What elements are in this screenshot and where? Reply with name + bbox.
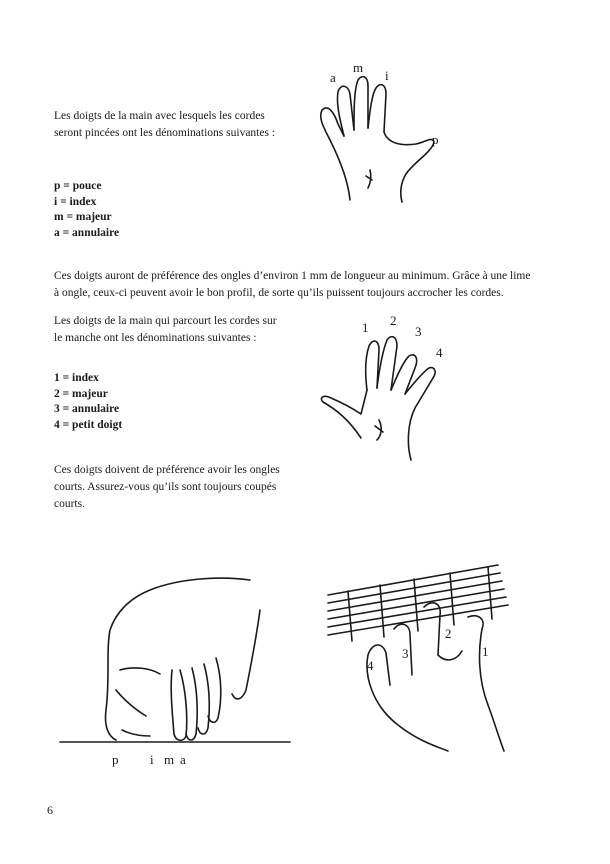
list-item: 4 = petit doigt xyxy=(54,418,123,431)
paragraph-line: courts. xyxy=(54,498,85,510)
left-hand-intro xyxy=(54,313,277,347)
picking-hand-illustration xyxy=(60,570,300,750)
list-item: 2 = majeur xyxy=(54,387,108,400)
paragraph-line: Ces doigts auront de préférence des ongles d’environ 1 mm de longueur au minimum. Grâce à une lime xyxy=(54,270,531,282)
short-nails-paragraph xyxy=(54,462,280,513)
right-hand-finger-list xyxy=(54,179,119,241)
hand-label-p: p xyxy=(432,132,439,147)
list-item: p = pouce xyxy=(54,180,102,192)
picking-label-a: a xyxy=(180,752,186,767)
nails-paragraph xyxy=(54,268,530,302)
paragraph-line: Ces doigts doivent de préférence avoir les ongles xyxy=(54,464,280,476)
intro-line: Les doigts de la main avec lesquels les cordes xyxy=(54,110,265,122)
left-hand-illustration xyxy=(315,320,455,470)
hand-label-3: 3 xyxy=(415,324,422,339)
fretting-label-3: 3 xyxy=(402,646,409,661)
intro-line: seront pincées ont les dénominations suivantes : xyxy=(54,127,276,139)
right-hand-illustration xyxy=(310,70,450,220)
list-item: i = index xyxy=(54,195,97,208)
hand-label-4: 4 xyxy=(436,345,443,360)
hand-label-a: a xyxy=(330,70,336,85)
hand-label-m: m xyxy=(353,60,364,75)
fretting-label-2: 2 xyxy=(445,626,452,641)
list-item: 1 = index xyxy=(54,372,99,384)
list-item: m = majeur xyxy=(54,211,112,223)
hand-label-2: 2 xyxy=(390,313,397,328)
list-item: a = annulaire xyxy=(54,226,120,239)
fretting-hand-illustration xyxy=(328,555,528,755)
hand-label-1: 1 xyxy=(362,320,369,335)
fretting-label-1: 1 xyxy=(482,644,489,659)
picking-label-m: m xyxy=(164,752,175,767)
picking-label-i: i xyxy=(150,752,154,767)
fretting-label-4: 4 xyxy=(367,658,374,673)
hand-label-i: i xyxy=(385,68,389,83)
paragraph-line: à ongle, ceux-ci peuvent avoir le bon profil, de sorte qu’ils puissent toujours accrocher les cordes. xyxy=(54,287,504,299)
page-number: 6 xyxy=(47,803,53,817)
right-hand-intro xyxy=(54,108,275,142)
paragraph-line: courts. Assurez-vous qu’ils sont toujours coupés xyxy=(54,481,277,493)
intro-line: Les doigts de la main qui parcourt les cordes sur xyxy=(54,315,277,327)
picking-label-p: p xyxy=(112,752,119,767)
intro-line: le manche ont les dénominations suivantes : xyxy=(54,332,257,344)
list-item: 3 = annulaire xyxy=(54,403,120,415)
left-hand-finger-list xyxy=(54,371,122,433)
